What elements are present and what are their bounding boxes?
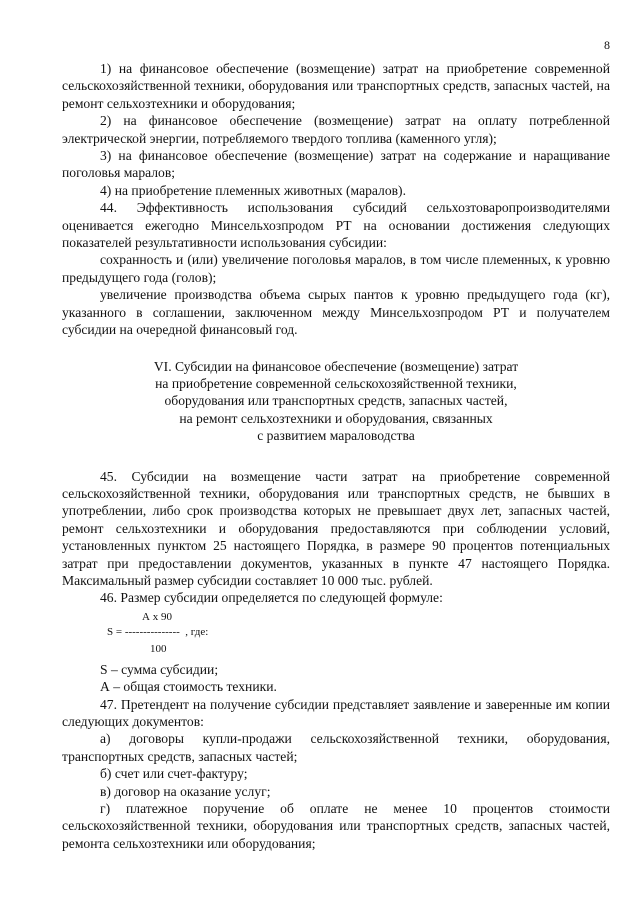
section-heading-line: на ремонт сельхозтехники и оборудования, связанных <box>179 410 493 426</box>
paragraph: 45. Субсидии на возмещение части затрат на приобретение современной сельскохозяйственной техники, оборудования или транспортных средств, не бывших в употреблении, либо срок производства которых не превышает двух лет, запасных частей, ремонт сельхозтехники и оборудования предоставляются при соблюдении условий, установленных пунктом 25 настоящего Порядка, в размере 90 процентов потенциальных затрат при предоставлении документов, указанных в пункте 47 настоящего Порядка. Максимальный размер субсидии составляет 10 000 тыс. рублей. <box>62 468 610 588</box>
paragraph: 2) на финансовое обеспечение (возмещение) затрат на оплату потребленной электрической энергии, потребляемого твердого топлива (каменного угля); <box>62 113 610 146</box>
section-heading <box>62 358 610 445</box>
formula-denominator: 100 <box>150 642 167 655</box>
formula-fraction-line: S = --------------- , где: <box>107 625 209 638</box>
paragraph: в) договор на оказание услуг; <box>100 783 271 799</box>
paragraph: сохранность и (или) увеличение поголовья маралов, в том числе племенных, к уровню предыдущего года (голов); <box>62 252 610 285</box>
paragraph: 1) на финансовое обеспечение (возмещение) затрат на приобретение современной сельскохозяйственной техники, оборудования или транспортных средств, запасных частей, на ремонт сельхозтехники и оборудования; <box>62 61 610 111</box>
paragraph: 44. Эффективность использования субсидий сельхозтоваропроизводителями оценивается ежегодно Минсельхозпродом РТ на основании достижения следующих показателей результативности использования субсидии: <box>62 200 610 251</box>
section-heading-line: VI. Субсидии на финансовое обеспечение (возмещение) затрат <box>153 358 519 374</box>
paragraph: г) платежное поручение об оплате не менее 10 процентов стоимости сельскохозяйственной техники, оборудования или транспортных средств, запасных частей, ремонта сельхозтехники или оборудования; <box>62 801 610 851</box>
paragraph: 4) на приобретение племенных животных (маралов). <box>100 182 406 198</box>
paragraph: 47. Претендент на получение субсидии представляет заявление и заверенные им копии следующих документов: <box>62 696 610 729</box>
paragraph: 3) на финансовое обеспечение (возмещение) затрат на содержание и наращивание поголовья маралов; <box>62 148 610 181</box>
section-heading-line: на приобретение современной сельскохозяйственной техники, <box>155 375 517 391</box>
subsidy-formula <box>62 608 610 658</box>
formula-numerator: А х 90 <box>142 610 172 623</box>
paragraph: 46. Размер субсидии определяется по следующей формуле: <box>100 590 443 606</box>
paragraph: а) договоры купли-продажи сельскохозяйственной техники, оборудования, транспортных средств, запасных частей; <box>62 731 610 764</box>
page-number: 8 <box>604 38 610 52</box>
section-heading-line: с развитием мараловодства <box>257 428 415 444</box>
section-heading-line: оборудования или транспортных средств, запасных частей, <box>164 393 508 409</box>
paragraph: б) счет или счет-фактуру; <box>100 766 248 782</box>
paragraph: S – сумма субсидии; <box>100 661 219 677</box>
paragraph: увеличение производства объема сырых пантов к уровню предыдущего года (кг), указанного в соглашении, заключенном между Минсельхозпродом РТ и получателем субсидии на очередной финансовый год. <box>62 287 610 338</box>
paragraph: А – общая стоимость техники. <box>100 679 277 695</box>
document-body <box>62 60 610 852</box>
